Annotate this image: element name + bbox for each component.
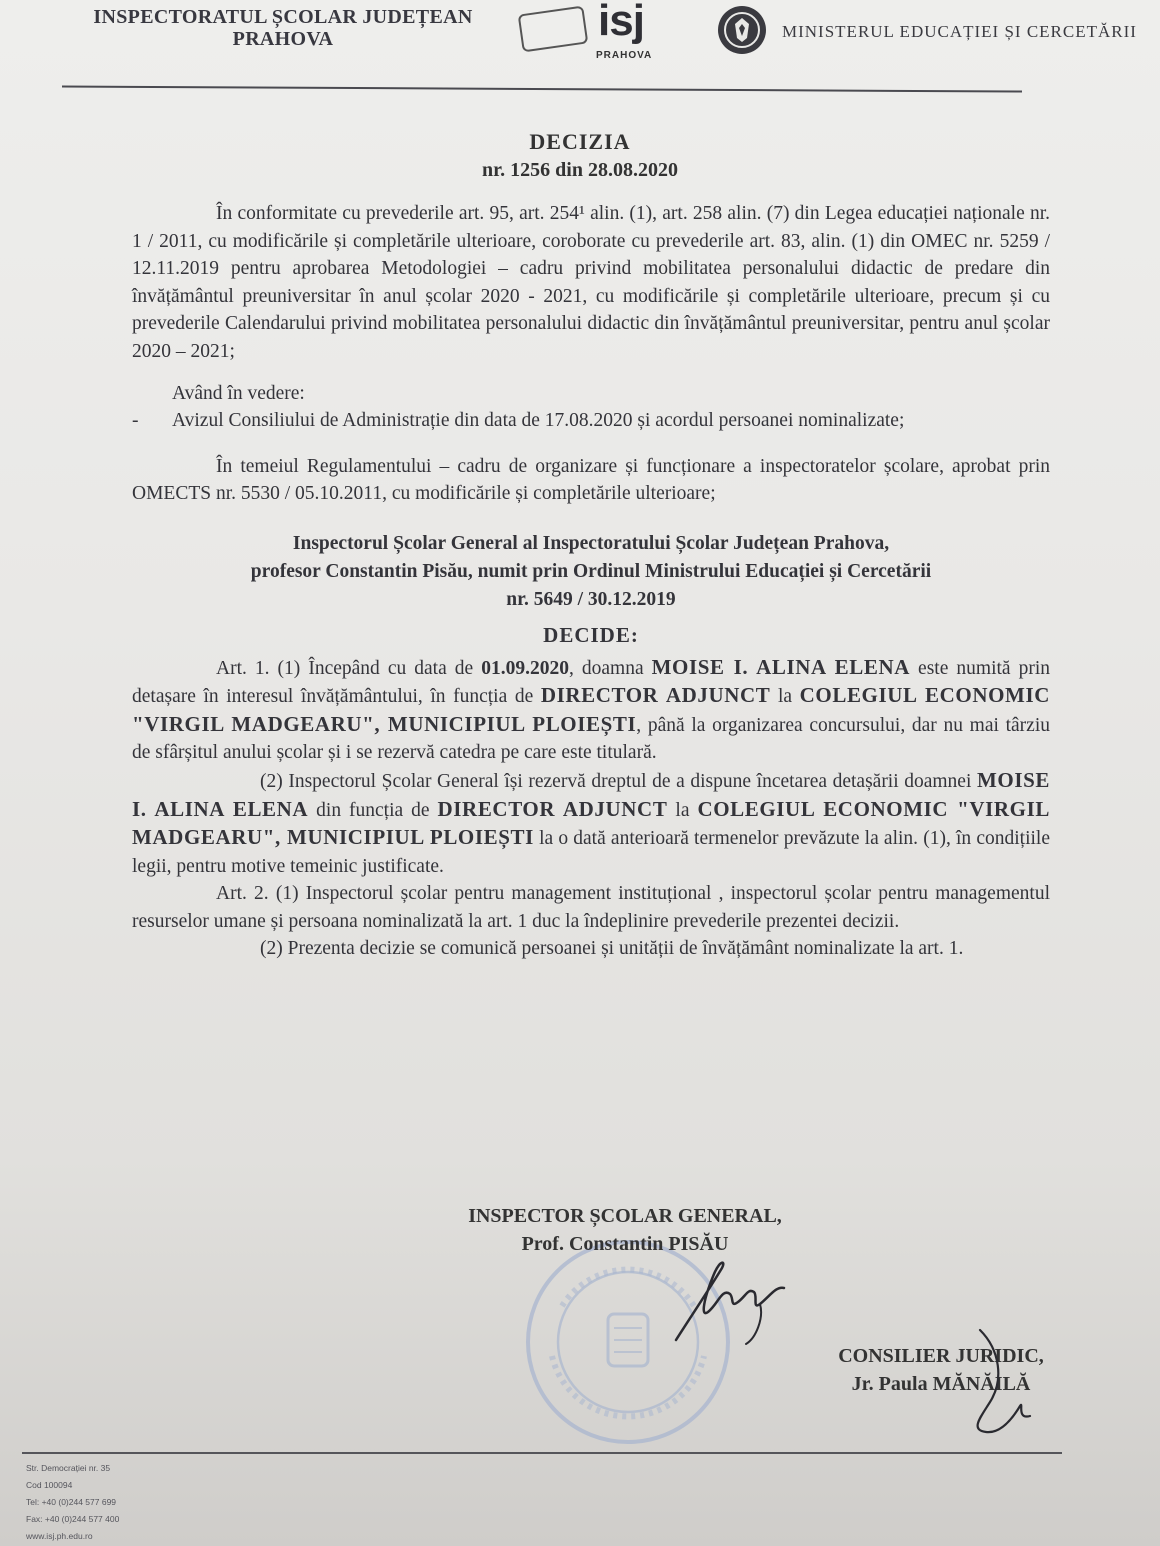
text-fragment: Art. 1. (1) Începând cu data de — [216, 657, 482, 679]
footer-address: Str. Democrației nr. 35 — [26, 1463, 111, 1473]
decision-title — [420, 128, 740, 184]
text-fragment: din funcția de — [308, 799, 438, 821]
article-1-para-2 — [132, 767, 1050, 880]
signature-title: INSPECTOR ȘCOLAR GENERAL, — [468, 1205, 782, 1227]
authority-block — [132, 530, 1050, 614]
authority-line1: Inspectorul Școlar General al Inspectoratului Școlar Județean Prahova, — [292, 532, 890, 554]
header-divider — [62, 85, 1022, 92]
decision-number: nr. 1256 din 28.08.2020 — [482, 159, 678, 181]
footer-website: www.isj.ph.edu.ro — [26, 1531, 93, 1541]
bullet-dash: - — [132, 410, 139, 432]
school-name: COLEGIUL ECONOMIC "VIRGIL MADGEARU", MUNICIPIUL PLOIEȘTI — [132, 683, 1050, 736]
person-name: MOISE I. ALINA ELENA — [132, 767, 1050, 821]
decision-body — [132, 200, 1050, 963]
isj-logo-subtitle: PRAHOVA — [596, 50, 653, 61]
decision-heading: DECIZIA — [529, 129, 631, 154]
legal-signature-icon — [950, 1320, 1050, 1440]
footer-phone: Tel: +40 (0)244 577 699 — [26, 1497, 117, 1507]
person-name: MOISE I. ALINA ELENA — [651, 654, 911, 679]
footer-contact — [26, 1460, 226, 1545]
paragraph-legal-basis: În conformitate cu prevederile art. 95, art. 254¹ alin. (1), art. 258 alin. (7) din Legea educației naționale nr. 1 / 2011, cu modificările și completările ulterioare, coroborate cu prevederile art. 83, alin. (1) din OMEC nr. 5259 / 12.11.2019 pentru aprobarea Metodologiei – cadru privind mobilitatea personalului didactic de predare din învățământul preuniversitar în anul școlar 2020 - 2021, cu modificările și completările ulterioare, precum și cu prevederile Calendarului privind mobilitatea personalului didactic din învățământul preuniversitar, pentru anul școlar 2020 – 2021; — [132, 203, 1050, 362]
legal-name: Jr. Paula MĂNĂILĂ — [851, 1373, 1031, 1395]
signature-name: Prof. Constantin PISĂU — [521, 1233, 729, 1255]
header-institution — [68, 6, 498, 50]
text-fragment: , până la organizarea concursului, dar nu mai târziu de sfârșitul anului școlar și i se rezervă catedra pe care este titulară. — [132, 714, 1050, 764]
bullet-council-approval — [132, 407, 1050, 435]
paragraph-considering: Având în vedere: — [172, 382, 305, 404]
paragraph-regulation: În temeiul Regulamentului – cadru de organizare și funcționare a inspectoratelor școlare, aprobat prin OMECTS nr. 5530 / 05.10.2011, cu modificările și completările ulterioare; — [132, 455, 1050, 505]
footer-divider — [22, 1452, 1062, 1454]
header-institution-line1: INSPECTORATUL ȘCOLAR JUDEȚEAN — [93, 6, 473, 28]
authority-line2: profesor Constantin Pisău, numit prin Ordinul Ministrului Educației și Cercetării — [250, 560, 932, 582]
article-2-para-1: Art. 2. (1) Inspectorul școlar pentru management instituțional , inspectorul școlar pentru managementul resurselor umane și persoana nominalizată la art. 1 duc la îndeplinire prevederile prezentei decizii. — [132, 883, 1050, 932]
text-fragment: la o dată anterioară termenelor prevăzute la alin. (1), în condițiile legii, pentru motive temeinic justificate. — [132, 828, 1051, 877]
header-ministry: MINISTERUL EDUCAȚIEI ȘI CERCETĂRII — [782, 22, 1137, 41]
bullet-text: Avizul Consiliului de Administrație din data de 17.08.2020 și acordul persoanei nominalizate; — [172, 410, 905, 432]
footer-fax: Fax: +40 (0)244 577 400 — [26, 1514, 120, 1524]
text-fragment: este numită prin detașare în interesul învățământului, în funcția de — [132, 657, 1050, 708]
isj-logo-text: isj — [598, 0, 644, 45]
text-fragment: la — [667, 799, 698, 821]
start-date: 01.09.2020 — [481, 657, 569, 679]
text-fragment: (2) Inspectorul Școlar General își rezervă dreptul de a dispune încetarea detașării doamnei — [260, 770, 977, 792]
position-title: DIRECTOR ADJUNCT — [437, 796, 668, 821]
authority-line3: nr. 5649 / 30.12.2019 — [506, 588, 676, 610]
footer-postal-code: Cod 100094 — [26, 1480, 73, 1490]
text-fragment: , doamna — [568, 657, 652, 679]
text-fragment: la — [770, 686, 800, 708]
book-icon — [518, 6, 589, 53]
decide-heading: DECIDE: — [543, 622, 639, 647]
handwritten-signature-icon — [660, 1248, 800, 1348]
isj-logo — [520, 2, 670, 64]
legal-title: CONSILIER JURIDIC, — [838, 1345, 1044, 1367]
ministry-crest-icon — [714, 4, 770, 56]
school-name: COLEGIUL ECONOMIC "VIRGIL MADGEARU", MUNICIPIUL PLOIEȘTI — [132, 796, 1050, 850]
article-1-para-1 — [132, 654, 1050, 767]
position-title: DIRECTOR ADJUNCT — [540, 683, 771, 708]
header-institution-line2: PRAHOVA — [232, 28, 334, 50]
article-2-para-2: (2) Prezenta decizie se comunică persoanei și unității de învățământ nominalizate la art. 1. — [260, 938, 964, 960]
